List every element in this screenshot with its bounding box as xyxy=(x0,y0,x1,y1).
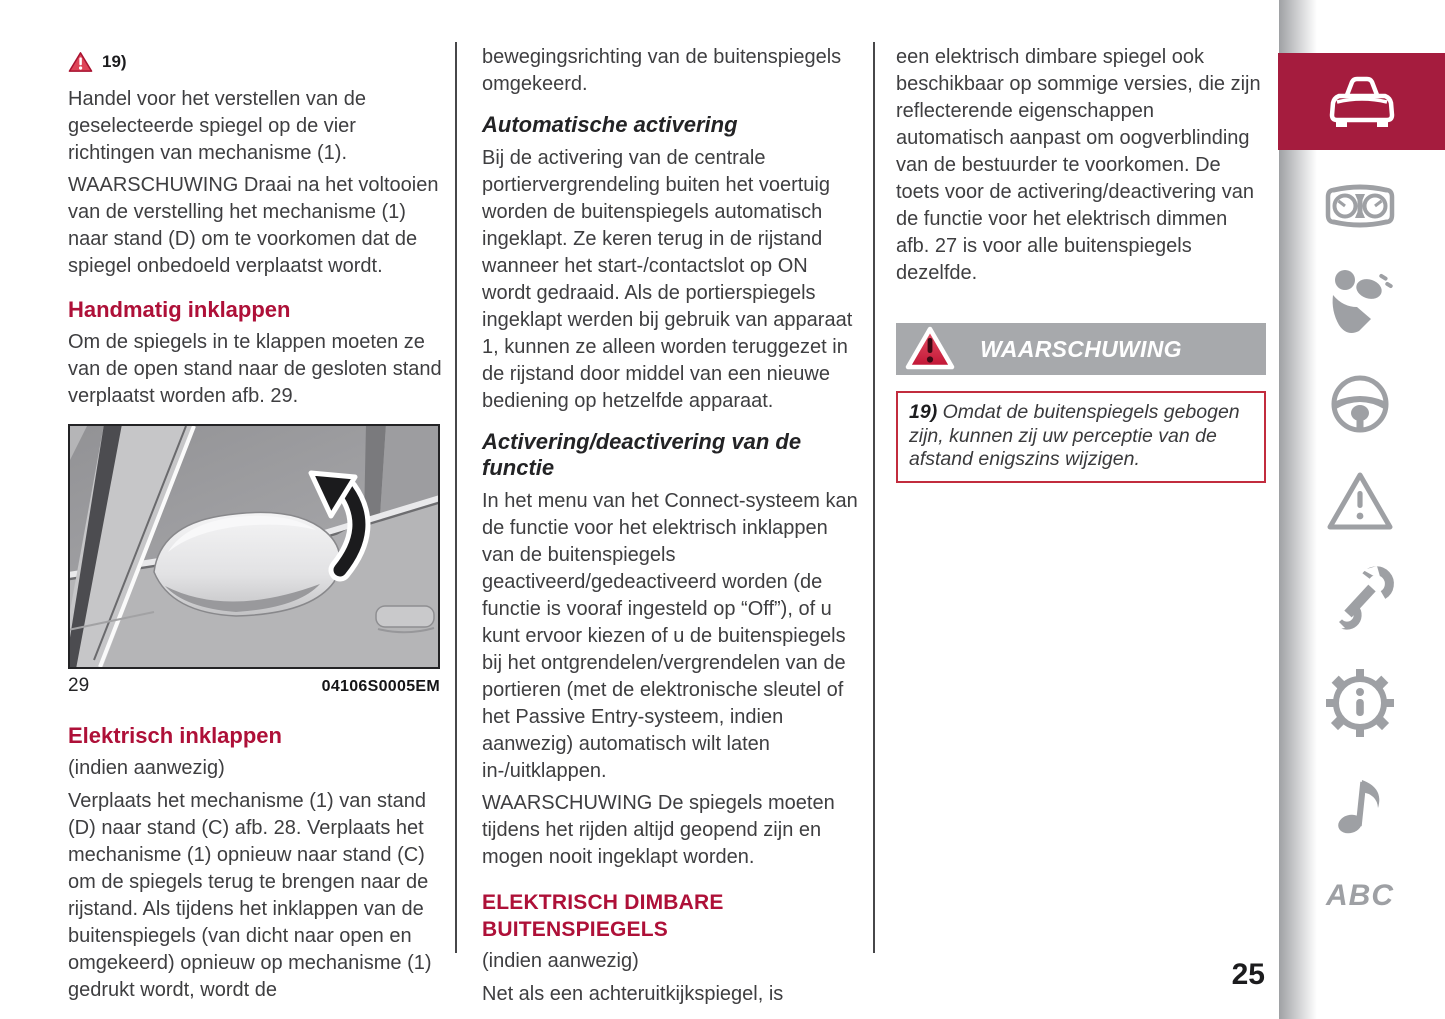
reference-row xyxy=(68,50,446,74)
paragraph: een elektrisch dimbare spiegel ook beschikbaar op sommige versies, die zijn reflecterende eigenschappen automatisch aanpast om oogverblinding van de bestuurder te voorkomen. De toets voor de activering/deactivering van de functie voor het elektrisch dimmen afb. 27 is voor alle buitenspiegels dezelfde. xyxy=(896,46,1261,284)
paragraph: WAARSCHUWING De spiegels moeten tijdens het rijden altijd geopend zijn en mogen nooit ingeklapt worden. xyxy=(482,792,835,868)
column-divider xyxy=(455,42,457,953)
steering-wheel-icon xyxy=(1328,372,1392,436)
figure-mirror-photo xyxy=(68,424,440,669)
column-right xyxy=(896,44,1266,483)
sidebar-item-airbag[interactable] xyxy=(1320,266,1400,338)
sidebar-item-instrument-cluster[interactable] xyxy=(1320,180,1400,232)
section-heading: Handmatig inklappen xyxy=(68,297,291,322)
sidebar-item-warnings[interactable] xyxy=(1320,468,1400,534)
warning-title: WAARSCHUWING xyxy=(980,335,1182,362)
sidebar-item-index[interactable] xyxy=(1320,876,1400,916)
note-reference: 19) xyxy=(909,401,938,423)
section-heading: Elektrisch inklappen xyxy=(68,723,282,748)
paragraph: bewegingsrichting van de buitenspiegels omgekeerd. xyxy=(482,46,842,95)
warning-triangle-outline-icon xyxy=(1325,469,1395,533)
column-left xyxy=(68,50,446,1009)
wrench-icon xyxy=(1325,562,1395,634)
paragraph: WAARSCHUWING Draai na het voltooien van de verstelling het mechanisme (1) naar stand (D) om te voorkomen dat de spiegel onbedoeld verplaatst wordt. xyxy=(68,174,439,277)
paragraph: Handel voor het verstellen van de geselecteerde spiegel op de vier richtingen van mechanisme (1). xyxy=(68,88,366,164)
paragraph: Bij de activering van de centrale portiervergrendeling buiten het voertuig worden de buitenspiegels automatisch ingeklapt. Ze keren terug in de rijstand wanneer het start-/contactslot op ON wordt gedraaid. Als de portierspiegels ingeklapt werden bij gebruik van apparaat 1, kunnen ze alleen worden teruggezet in de rijstand door middel van een nieuwe bediening op hetzelfde apparaat. xyxy=(482,147,853,412)
warning-triangle-small-icon xyxy=(68,51,93,73)
column-divider xyxy=(873,42,875,953)
column-middle xyxy=(482,44,862,1013)
sidebar-item-multimedia[interactable] xyxy=(1320,768,1400,838)
section-heading: ELEKTRISCH DIMBARE BUITENSPIEGELS xyxy=(482,891,724,941)
mirror-illustration xyxy=(68,424,440,669)
figure-number: 29 xyxy=(68,675,90,696)
note-text: Omdat de buitenspiegels gebogen zijn, kunnen zij uw perceptie van de afstand enigszins wijzigen. xyxy=(909,401,1240,470)
abc-label: ABC xyxy=(1326,879,1394,912)
sidebar-item-technical-info[interactable] xyxy=(1320,666,1400,740)
paragraph: Net als een achteruitkijkspiegel, is xyxy=(482,983,784,1005)
gear-info-icon xyxy=(1323,666,1397,740)
page-edge-shadow xyxy=(1279,0,1317,1019)
paragraph: In het menu van het Connect-systeem kan de functie voor het elektrisch inklappen van de buitenspiegels geactiveerd/gedeactiveerd worden (de functie is vooraf ingesteld op “Off”), of u kunt ervoor kiezen of u de buitenspiegels bij het ontgrendelen/vergrendelen van de portieren (met de elektronische sleutel of het Passive Entry-systeem, indien aanwezig) automatisch wilt laten in-/uitklappen. xyxy=(482,490,858,782)
figure-caption xyxy=(68,675,440,697)
subsection-heading: Automatische activering xyxy=(482,112,738,137)
subsection-heading: Activering/deactivering van de functie xyxy=(482,429,802,480)
instrument-cluster-icon xyxy=(1324,181,1396,231)
sidebar-item-steering[interactable] xyxy=(1320,372,1400,436)
warning-banner xyxy=(896,323,1266,375)
airbag-icon xyxy=(1327,267,1393,337)
car-front-icon xyxy=(1324,75,1400,129)
availability-note: (indien aanwezig) xyxy=(482,950,639,972)
note-reference: 19) xyxy=(102,52,127,71)
note-box xyxy=(896,391,1266,483)
music-note-icon xyxy=(1332,768,1388,838)
availability-note: (indien aanwezig) xyxy=(68,757,225,779)
paragraph: Verplaats het mechanisme (1) van stand (D) naar stand (C) afb. 28. Verplaats het mechanisme (1) opnieuw naar stand (C) om de spiegels terug te brengen naar de rijstand. Als tijdens het inklappen van de buitenspiegels (van dicht naar open en omgekeerd) opnieuw op mechanisme (1) gedrukt wordt, wordt de xyxy=(68,790,432,1001)
page-number: 25 xyxy=(1231,958,1265,991)
paragraph: Om de spiegels in te klappen moeten ze van de open stand naar de gesloten stand verplaatst worden afb. 29. xyxy=(68,331,442,407)
sidebar-item-maintenance[interactable] xyxy=(1320,562,1400,634)
sidebar-tab-vehicle-active[interactable] xyxy=(1278,53,1445,150)
figure-code: 04106S0005EM xyxy=(321,678,440,695)
